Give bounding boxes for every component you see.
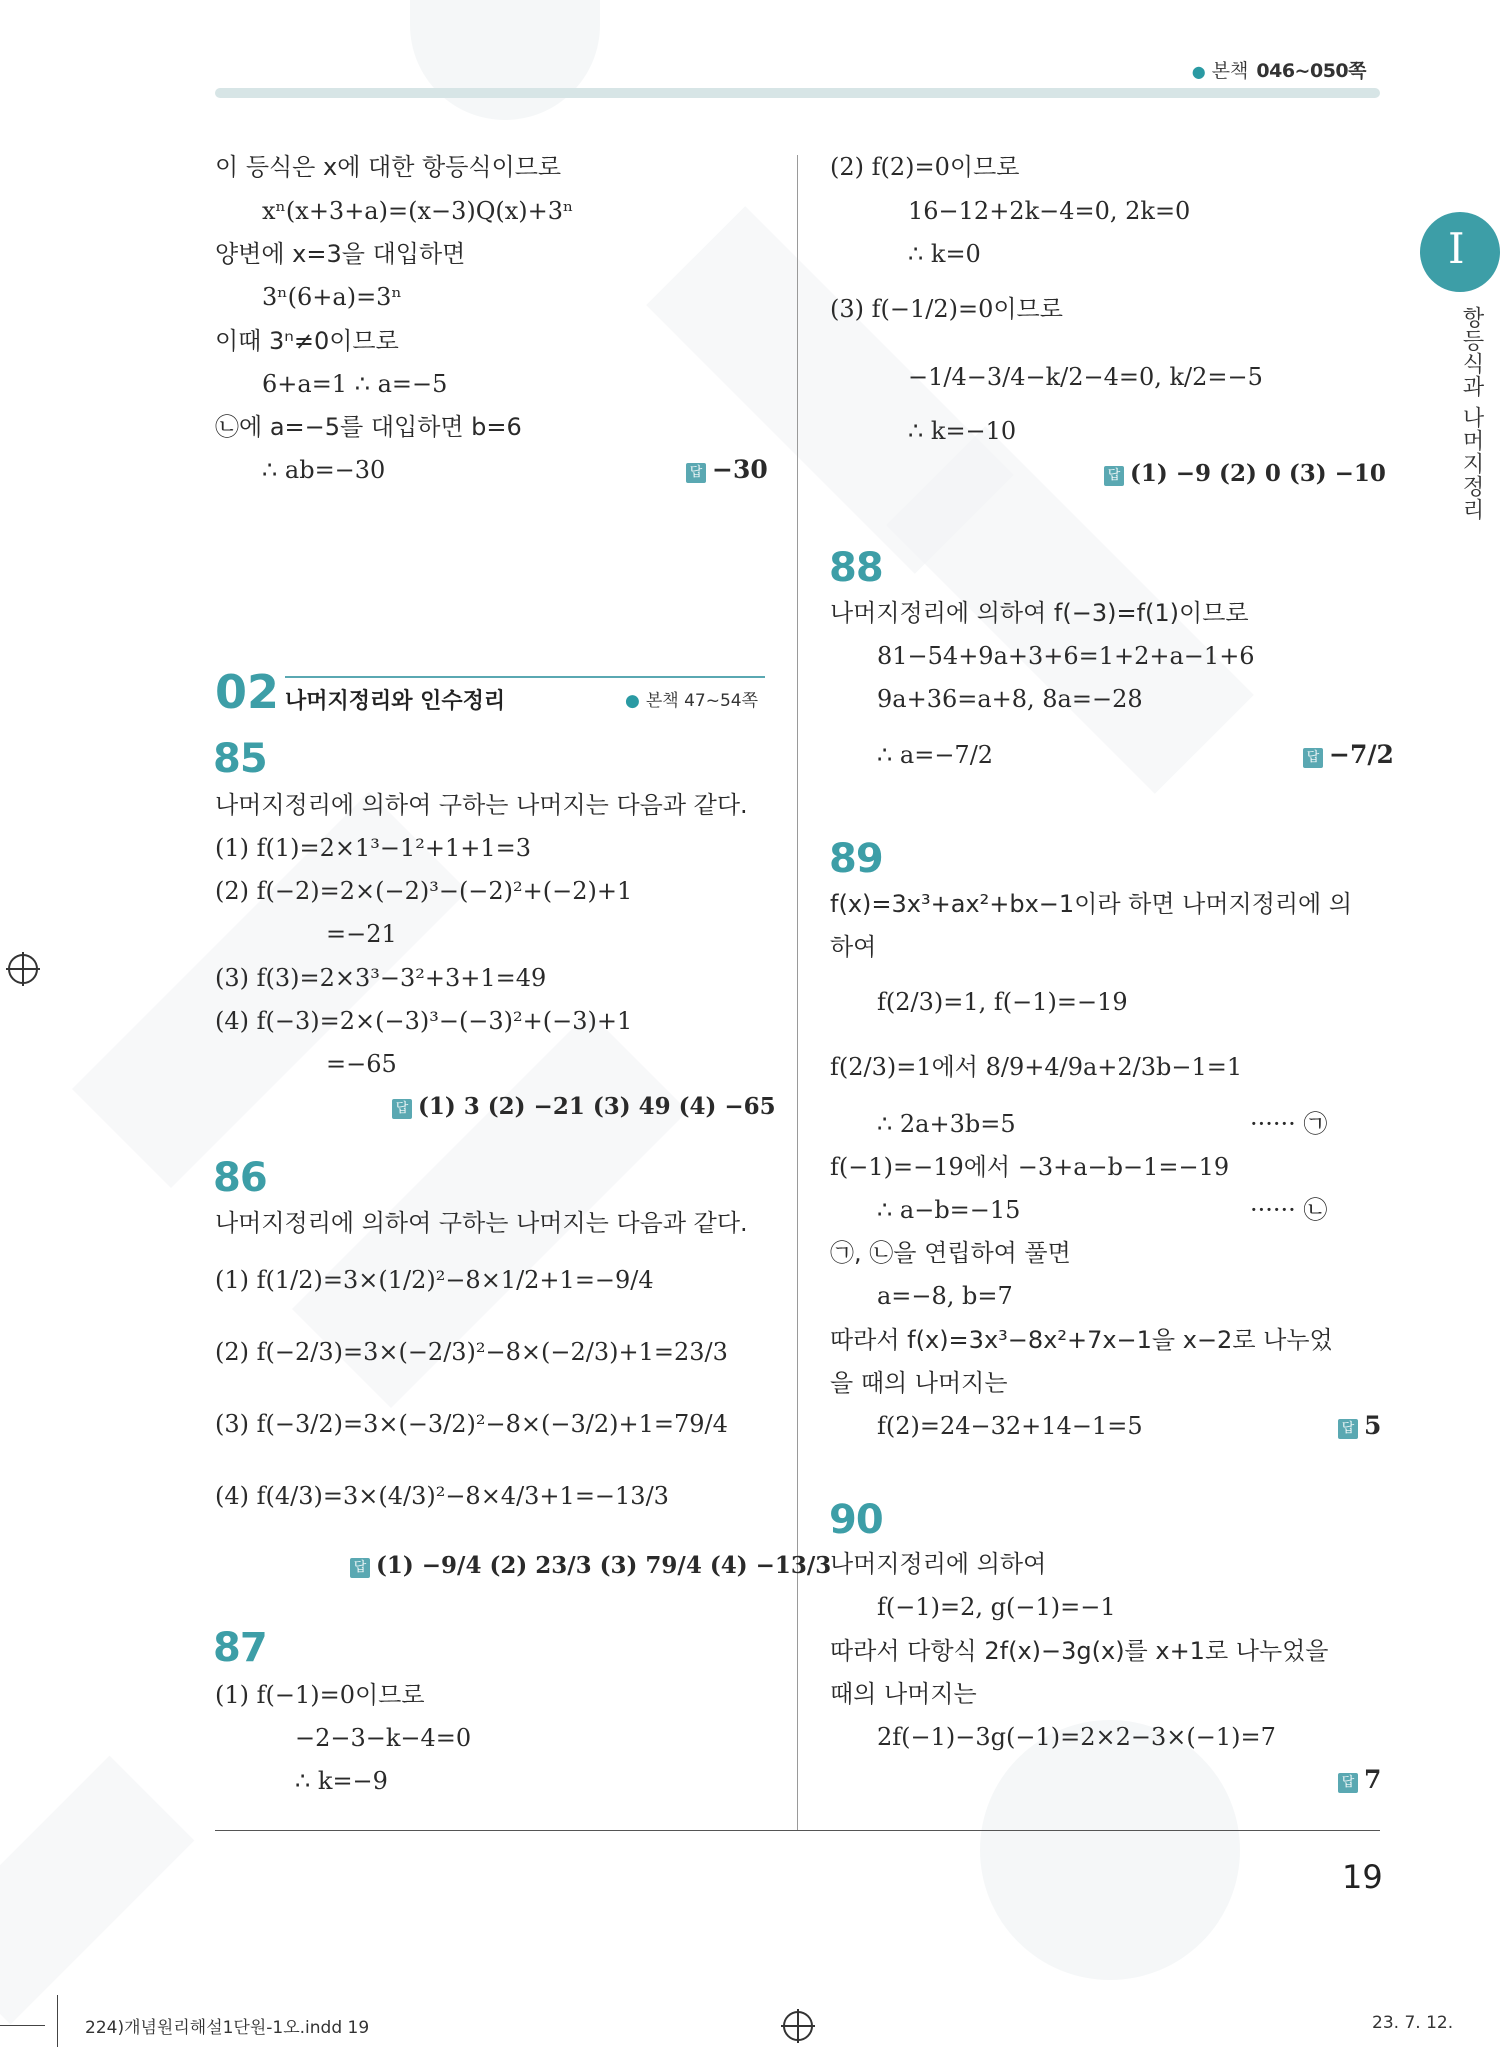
math-line: (1) f(1)=2×1³−1²+1+1=3: [215, 834, 532, 862]
page-number: 19: [1342, 1858, 1383, 1896]
section-title: 나머지정리와 인수정리: [285, 689, 506, 714]
footer-date: 23. 7. 12.: [1372, 2013, 1454, 2033]
text-line: f(x)=3x³+ax²+bx−1이라 하면 나머지정리에 의: [830, 890, 1353, 918]
watermark-shape: [980, 1720, 1240, 1980]
math-line: (3) f(−3/2)=3×(−3/2)²−8×(−3/2)+1=79/4: [215, 1410, 728, 1438]
text-line: ㉡에 a=−5를 대입하면 b=6: [215, 413, 522, 441]
answer: 답 5: [1338, 1411, 1381, 1442]
registration-mark-icon: [783, 2011, 813, 2041]
text-line: 나머지정리에 의하여: [830, 1550, 1047, 1578]
problem-number: 88: [829, 545, 883, 591]
registration-mark-icon: [8, 954, 38, 984]
text-line: ㉠, ㉡을 연립하여 풀면: [830, 1239, 1071, 1267]
chapter-title: 항등식과 나머지정리: [1459, 306, 1484, 521]
math-line: f(−1)=−19에서 −3+a−b−1=−19: [830, 1153, 1230, 1181]
answer: 답 −30: [686, 455, 768, 486]
math-line: f(2)=24−32+14−1=5: [877, 1412, 1143, 1440]
math-line: 81−54+9a+3+6=1+2+a−1+6: [877, 642, 1255, 670]
math-line: f(2/3)=1에서 8/9+4/9a+2/3b−1=1: [830, 1053, 1243, 1081]
problem-number: 85: [213, 736, 267, 782]
math-line: 16−12+2k−4=0, 2k=0: [908, 197, 1191, 225]
text-line: 이때 3ⁿ≠0이므로: [215, 327, 399, 355]
header-page-reference: ● 본책 046~050쪽: [1191, 60, 1366, 82]
math-line: (4) f(4/3)=3×(4/3)²−8×4/3+1=−13/3: [215, 1482, 669, 1510]
header-bar: [215, 88, 1380, 98]
math-line: ∴ a−b=−15: [877, 1196, 1021, 1224]
math-line: 6+a=1 ∴ a=−5: [262, 370, 448, 398]
text-line: 나머지정리에 의하여 구하는 나머지는 다음과 같다.: [215, 791, 748, 819]
math-line: ∴ k=0: [908, 240, 981, 268]
math-line: f(−1)=2, g(−1)=−1: [877, 1593, 1116, 1621]
answer-icon: 답: [1104, 466, 1124, 486]
math-line: =−21: [326, 920, 397, 948]
answer-icon: 답: [686, 463, 706, 483]
math-line: ∴ a=−7/2: [877, 741, 994, 769]
section-number: 02: [215, 665, 280, 719]
answer-icon: 답: [1338, 1773, 1358, 1793]
problem-number: 86: [213, 1155, 267, 1201]
math-line: a=−8, b=7: [877, 1282, 1013, 1310]
math-line: (3) f(3)=2×3³−3²+3+1=49: [215, 964, 547, 992]
text-line: 양변에 x=3을 대입하면: [215, 240, 466, 268]
math-line: ∴ 2a+3b=5: [877, 1110, 1016, 1138]
text-line: 때의 나머지는: [830, 1680, 977, 1708]
section-page-reference: ● 본책 47~54쪽: [625, 691, 759, 711]
math-line: 9a+36=a+8, 8a=−28: [877, 685, 1143, 713]
watermark-shape: [0, 1756, 194, 2025]
math-line: ∴ k=−10: [908, 417, 1017, 445]
text-line: 따라서 f(x)=3x³−8x²+7x−1을 x−2로 나누었: [830, 1326, 1333, 1354]
text-line: 따라서 다항식 2f(x)−3g(x)를 x+1로 나누었을: [830, 1637, 1329, 1665]
math-line: (2) f(−2)=2×(−2)³−(−2)²+(−2)+1: [215, 877, 633, 905]
text-line: 나머지정리에 의하여 구하는 나머지는 다음과 같다.: [215, 1209, 748, 1237]
math-line: (3) f(−1/2)=0이므로: [830, 295, 1063, 323]
section-underline: [285, 676, 765, 678]
answer: 답 (1) 3 (2) −21 (3) 49 (4) −65: [392, 1092, 776, 1122]
math-line: (1) f(1/2)=3×(1/2)²−8×1/2+1=−9/4: [215, 1266, 654, 1294]
text-line: 을 때의 나머지는: [830, 1369, 1008, 1397]
footer-filename: 224)개념원리해설1단원-1오.indd 19: [85, 2018, 370, 2038]
math-line: (2) f(2)=0이므로: [830, 153, 1020, 181]
math-line: (1) f(−1)=0이므로: [215, 1681, 425, 1709]
equation-marker: ······ ㉡: [1250, 1196, 1328, 1224]
equation-marker: ······ ㉠: [1250, 1110, 1328, 1138]
watermark-shape: [410, 0, 600, 120]
answer: 답 7: [1338, 1765, 1381, 1796]
answer-icon: 답: [350, 1558, 370, 1578]
answer: 답 −7/2: [1303, 740, 1394, 771]
text-line: 이 등식은 x에 대한 항등식이므로: [215, 153, 562, 181]
answer: 답 (1) −9/4 (2) 23/3 (3) 79/4 (4) −13/3: [350, 1551, 831, 1581]
math-line: (4) f(−3)=2×(−3)³−(−3)²+(−3)+1: [215, 1007, 633, 1035]
chapter-numeral: I: [1448, 224, 1465, 273]
text-line: 나머지정리에 의하여 f(−3)=f(1)이므로: [830, 599, 1249, 627]
math-line: (2) f(−2/3)=3×(−2/3)²−8×(−2/3)+1=23/3: [215, 1338, 728, 1366]
problem-number: 89: [829, 836, 883, 882]
math-line: ∴ ab=−30: [262, 456, 386, 484]
math-line: =−65: [326, 1050, 397, 1078]
answer: 답 (1) −9 (2) 0 (3) −10: [1104, 459, 1386, 489]
math-line: 2f(−1)−3g(−1)=2×2−3×(−1)=7: [877, 1723, 1276, 1751]
math-line: −2−3−k−4=0: [295, 1724, 472, 1752]
bottom-rule: [215, 1830, 1380, 1831]
math-line: f(2/3)=1, f(−1)=−19: [877, 988, 1128, 1016]
answer-icon: 답: [392, 1099, 412, 1119]
answer-icon: 답: [1303, 748, 1323, 768]
problem-number: 90: [829, 1497, 883, 1543]
math-line: −1/4−3/4−k/2−4=0, k/2=−5: [908, 363, 1263, 391]
bullet-icon: ●: [1191, 62, 1206, 81]
crop-mark: [0, 2025, 45, 2026]
answer-icon: 답: [1338, 1419, 1358, 1439]
math-line: 3ⁿ(6+a)=3ⁿ: [262, 283, 402, 311]
text-line: 하여: [830, 933, 877, 961]
math-line: xⁿ(x+3+a)=(x−3)Q(x)+3ⁿ: [262, 197, 574, 225]
problem-number: 87: [213, 1625, 267, 1671]
math-line: ∴ k=−9: [295, 1767, 388, 1795]
crop-mark: [57, 1995, 58, 2047]
